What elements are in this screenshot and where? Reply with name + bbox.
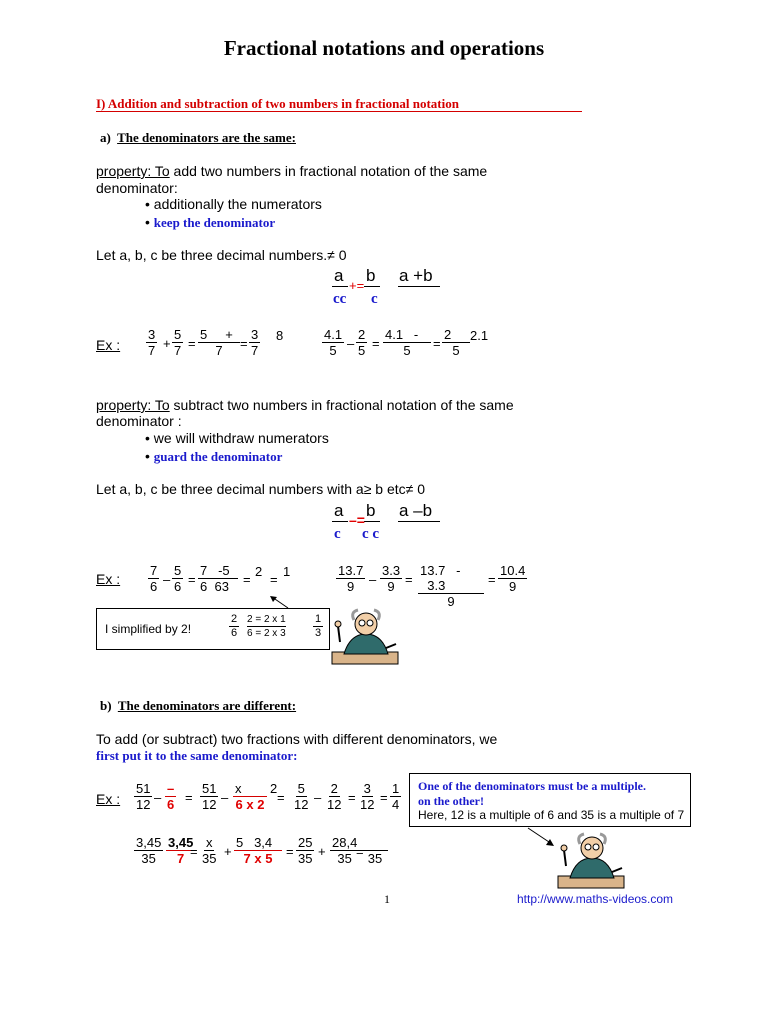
- ex5-n3: 2: [270, 781, 278, 796]
- professor-icon: [556, 828, 628, 890]
- formula1-denom: c: [371, 291, 378, 307]
- property2-line1: property: To subtract two numbers in fractional notation of the same: [96, 397, 514, 413]
- property1-bullet1: • additionally the numerators: [145, 196, 322, 212]
- ex5-eq3: =: [348, 790, 356, 805]
- property2-bullet1: • we will withdraw numerators: [145, 430, 329, 446]
- ex3-result-n: 2: [255, 564, 263, 579]
- ex5-frac2: $\frac{51}{12}$: [202, 781, 217, 812]
- ex5-minus3: –: [314, 790, 322, 805]
- ex6-red-frac: $\frac{3,45}{7}$: [168, 835, 194, 866]
- ex5-red-frac: – 6: [167, 781, 175, 812]
- let-statement-1: Let a, b, c be three decimal numbers.≠ 0: [96, 247, 347, 263]
- ex4-minus: –: [369, 572, 377, 587]
- ex1-result: 8: [276, 328, 284, 343]
- let-statement-2: Let a, b, c be three decimal numbers with a≥ b etc≠ 0: [96, 481, 425, 497]
- formula2-b: b: [366, 501, 376, 520]
- simplification-note-box: [96, 608, 330, 650]
- example-label-3: Ex :: [96, 791, 121, 807]
- property2-bullet2: • guard the denominator: [145, 448, 283, 464]
- ex2-frac1: $\frac{4.1}{5}$: [324, 327, 343, 358]
- ex5-frac6: $\frac{3}{12}$: [360, 781, 375, 812]
- ex6-frac4: $\frac{25}{35}$: [298, 835, 313, 866]
- ex5-minus: –: [154, 790, 162, 805]
- formula1-rhs: a +b: [399, 266, 433, 285]
- formula2-bar1: [332, 521, 348, 522]
- ex6-eq2: =: [286, 844, 294, 859]
- ex3-frac1: $\frac{7}{6}$: [150, 563, 158, 594]
- formula2-bar3: [398, 521, 440, 522]
- footer-url-link[interactable]: http://www.maths-videos.com: [517, 892, 674, 906]
- ex5-frac1: $\frac{51}{12}$: [136, 781, 151, 812]
- property1-line1: property: To add two numbers in fractional notation of the same: [96, 163, 488, 179]
- formula2-denom1: c: [334, 526, 341, 542]
- ex5-eq2: =: [277, 790, 285, 805]
- ex6-frac5: $\frac{28,4}{35}$: [332, 835, 358, 866]
- formula2-a: a: [334, 501, 344, 520]
- ex2-eq1: =: [372, 336, 380, 351]
- note-calc: 2 = 2 x 1 6 = 2 x 3: [247, 614, 286, 639]
- ex2-eq2: =: [433, 336, 441, 351]
- ex6-frac3: $\frac{5 3,4}{7 x 5}$: [234, 835, 282, 866]
- section-underline: [96, 111, 582, 112]
- ex1-frac3: $\frac{5 +}{7}$: [198, 327, 240, 358]
- page-title: Fractional notations and operations: [223, 36, 545, 60]
- ex6-frac6: 35: [362, 835, 388, 866]
- page-number: 1: [384, 892, 390, 906]
- ex1-frac2: $\frac{5}{7}$: [174, 327, 182, 358]
- ex6-eq3: =: [356, 844, 364, 859]
- ex4-frac1: $\frac{13.7}{9}$: [338, 563, 364, 594]
- part-a-label: a) The denominators are the same:: [100, 130, 296, 145]
- ex3-minus: –: [163, 572, 171, 587]
- ex6-plus2: +: [318, 844, 326, 859]
- ex6-frac2: $\frac{x}{35}$: [202, 835, 217, 866]
- ex4-frac3: $\frac{13.7 - 3.3}{9}$: [418, 563, 484, 609]
- formula2-operator: –=: [349, 512, 365, 528]
- ex5-eq4: =: [380, 790, 388, 805]
- part-b-text2: first put it to the same denominator:: [96, 748, 298, 763]
- formula1-denoms: cc: [333, 291, 347, 307]
- note2-line3: Here, 12 is a multiple of 6 and 35 is a multiple of 7: [418, 808, 685, 822]
- professor-icon: [330, 604, 402, 666]
- ex2-frac4: $\frac{2}{5}$: [442, 327, 470, 358]
- formula2-bar2: [364, 521, 380, 522]
- ex3-eq3: =: [270, 572, 278, 587]
- ex5-eq1: =: [185, 790, 193, 805]
- formula1-bar1: [332, 286, 348, 287]
- ex1-frac4: $\frac{3}{7}$: [251, 327, 259, 358]
- formula1-bar3: [398, 286, 440, 287]
- arrow-icon: [526, 826, 556, 848]
- example-label-1: Ex :: [96, 337, 121, 353]
- ex2-frac2: $\frac{2}{5}$: [358, 327, 366, 358]
- ex2-minus: –: [347, 336, 355, 351]
- example-label-2: Ex :: [96, 571, 121, 587]
- note-text: I simplified by 2!: [105, 622, 192, 636]
- formula1-a: a: [334, 266, 344, 285]
- ex4-frac4: $\frac{10.4}{9}$: [500, 563, 526, 594]
- property1-line2: denominator:: [96, 180, 178, 196]
- ex6-plus: +: [224, 844, 232, 859]
- ex4-eq2: =: [488, 572, 496, 587]
- ex6-eq1: =: [190, 844, 198, 859]
- ex4-frac2: $\frac{3.3}{9}$: [382, 563, 401, 594]
- ex3-eq1: =: [188, 572, 196, 587]
- multiple-note-box: [409, 773, 691, 827]
- ex5-frac5: $\frac{2}{12}$: [327, 781, 342, 812]
- ex3-result-n2: 1: [283, 564, 291, 579]
- part-b-label: b) The denominators are different:: [100, 698, 297, 713]
- ex5-frac4: $\frac{5}{12}$: [294, 781, 309, 812]
- formula1-operator: +=: [349, 278, 365, 293]
- section-heading: I) Addition and subtraction of two numbers in fractional notation: [96, 96, 459, 111]
- property1-bullet2: • keep the denominator: [145, 214, 276, 230]
- ex1-eq1: =: [188, 336, 196, 351]
- note2-line2: on the other!: [418, 794, 484, 808]
- formula2-denoms: c c: [362, 526, 380, 542]
- ex3-frac2: $\frac{5}{6}$: [174, 563, 182, 594]
- ex2-result: 2.1: [470, 328, 489, 343]
- ex1-frac1: $\frac{3}{7}$: [148, 327, 156, 358]
- ex1-eq2: =: [240, 336, 248, 351]
- ex1-plus: +: [163, 336, 171, 351]
- formula2-rhs: a –b: [399, 501, 433, 520]
- ex4-eq1: =: [405, 572, 413, 587]
- ex6-frac1: $\frac{3,45}{35}$: [136, 835, 162, 866]
- ex3-frac3: $\frac{7 -5}{6 63}$: [198, 563, 238, 594]
- ex5-frac7: $\frac{1}{4}$: [392, 781, 400, 812]
- ex2-frac3: $\frac{4.1 -}{5}$: [383, 327, 431, 358]
- part-b-text1: To add (or subtract) two fractions with different denominators, we: [96, 731, 498, 747]
- property2-line2: denominator :: [96, 413, 182, 429]
- formula1-bar2: [364, 286, 380, 287]
- ex5-minus2: –: [221, 790, 229, 805]
- ex5-frac3: $\frac{x}{6 x 2}$: [233, 781, 267, 812]
- formula1-b: b: [366, 266, 376, 285]
- note-frac: $\frac{2}{6}$: [231, 613, 238, 639]
- note-result: $\frac{1}{3}$: [315, 613, 322, 639]
- ex3-eq2: =: [243, 572, 251, 587]
- arrow-icon: [268, 594, 290, 610]
- note2-line1: One of the denominators must be a multiple.: [418, 779, 646, 793]
